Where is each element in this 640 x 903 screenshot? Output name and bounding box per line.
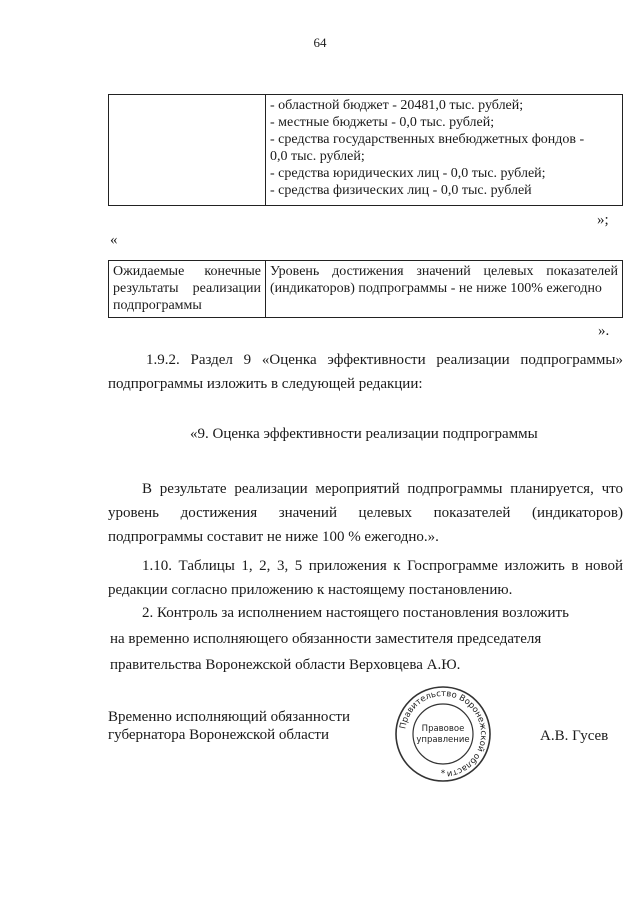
closing-quote: »; (597, 212, 609, 228)
funding-line: - средства физических лиц - 0,0 тыс. рублей (270, 183, 532, 198)
signatory-position (108, 708, 350, 744)
closing-quote: ». (598, 323, 610, 339)
paragraph-2-line: 2. Контроль за исполнением настоящего постановления возложить (142, 605, 569, 621)
opening-quote: « (110, 232, 118, 248)
table-cell-empty (109, 95, 266, 206)
funding-line: 0,0 тыс. рублей; (270, 149, 365, 164)
expected-results-value: Уровень достижения значений целевых показателей (индикаторов) подпрограммы - не ниже 100% ежегодно (266, 261, 623, 318)
paragraph-1-9-2: 1.9.2. Раздел 9 «Оценка эффективности реализации подпрограммы» подпрограммы изложить в следующей редакции: (108, 352, 623, 392)
table-row (109, 95, 623, 206)
official-seal (393, 684, 493, 784)
funding-line: - средства юридических лиц - 0,0 тыс. рублей; (270, 166, 546, 181)
expected-results-label: Ожидаемые конечные результаты реализации подпрограммы (109, 261, 266, 318)
expected-results-table (108, 260, 623, 318)
seal-star: * (440, 769, 446, 779)
signatory-position-line: Временно исполняющий обязанности (108, 709, 351, 725)
paragraph-1-10: 1.10. Таблицы 1, 2, 3, 5 приложения к Госпрограмме изложить в новой редакции согласно приложению к настоящему постановлению. (108, 558, 623, 598)
funding-line: - местные бюджеты - 0,0 тыс. рублей; (270, 115, 495, 130)
funding-line: - областной бюджет - 20481,0 тыс. рублей; (270, 98, 524, 113)
paragraph-result: В результате реализации мероприятий подпрограммы планируется, что уровень достижения значений целевых показателей (индикаторов) подпрограммы составит не ниже 100 % ежегодно.». (108, 481, 623, 545)
funding-line: - средства государственных внебюджетных фондов - (270, 132, 585, 147)
seal-center-text: управление (416, 735, 470, 745)
signatory-position-line: губернатора Воронежской области (108, 727, 329, 743)
seal-ring-text: Правительство Воронежской области (398, 688, 489, 779)
table-row (109, 261, 623, 318)
page-number: 64 (313, 35, 327, 50)
funding-sources-cell (266, 95, 623, 206)
paragraph-2-line: правительства Воронежской области Верховцева А.Ю. (110, 657, 461, 673)
funding-table (108, 94, 623, 206)
signatory-name: А.В. Гусев (540, 728, 609, 744)
paragraph-2-line: на временно исполняющего обязанности заместителя председателя (110, 631, 542, 647)
section-heading: «9. Оценка эффективности реализации подпрограммы (190, 426, 538, 442)
seal-center-text: Правовое (421, 724, 465, 734)
